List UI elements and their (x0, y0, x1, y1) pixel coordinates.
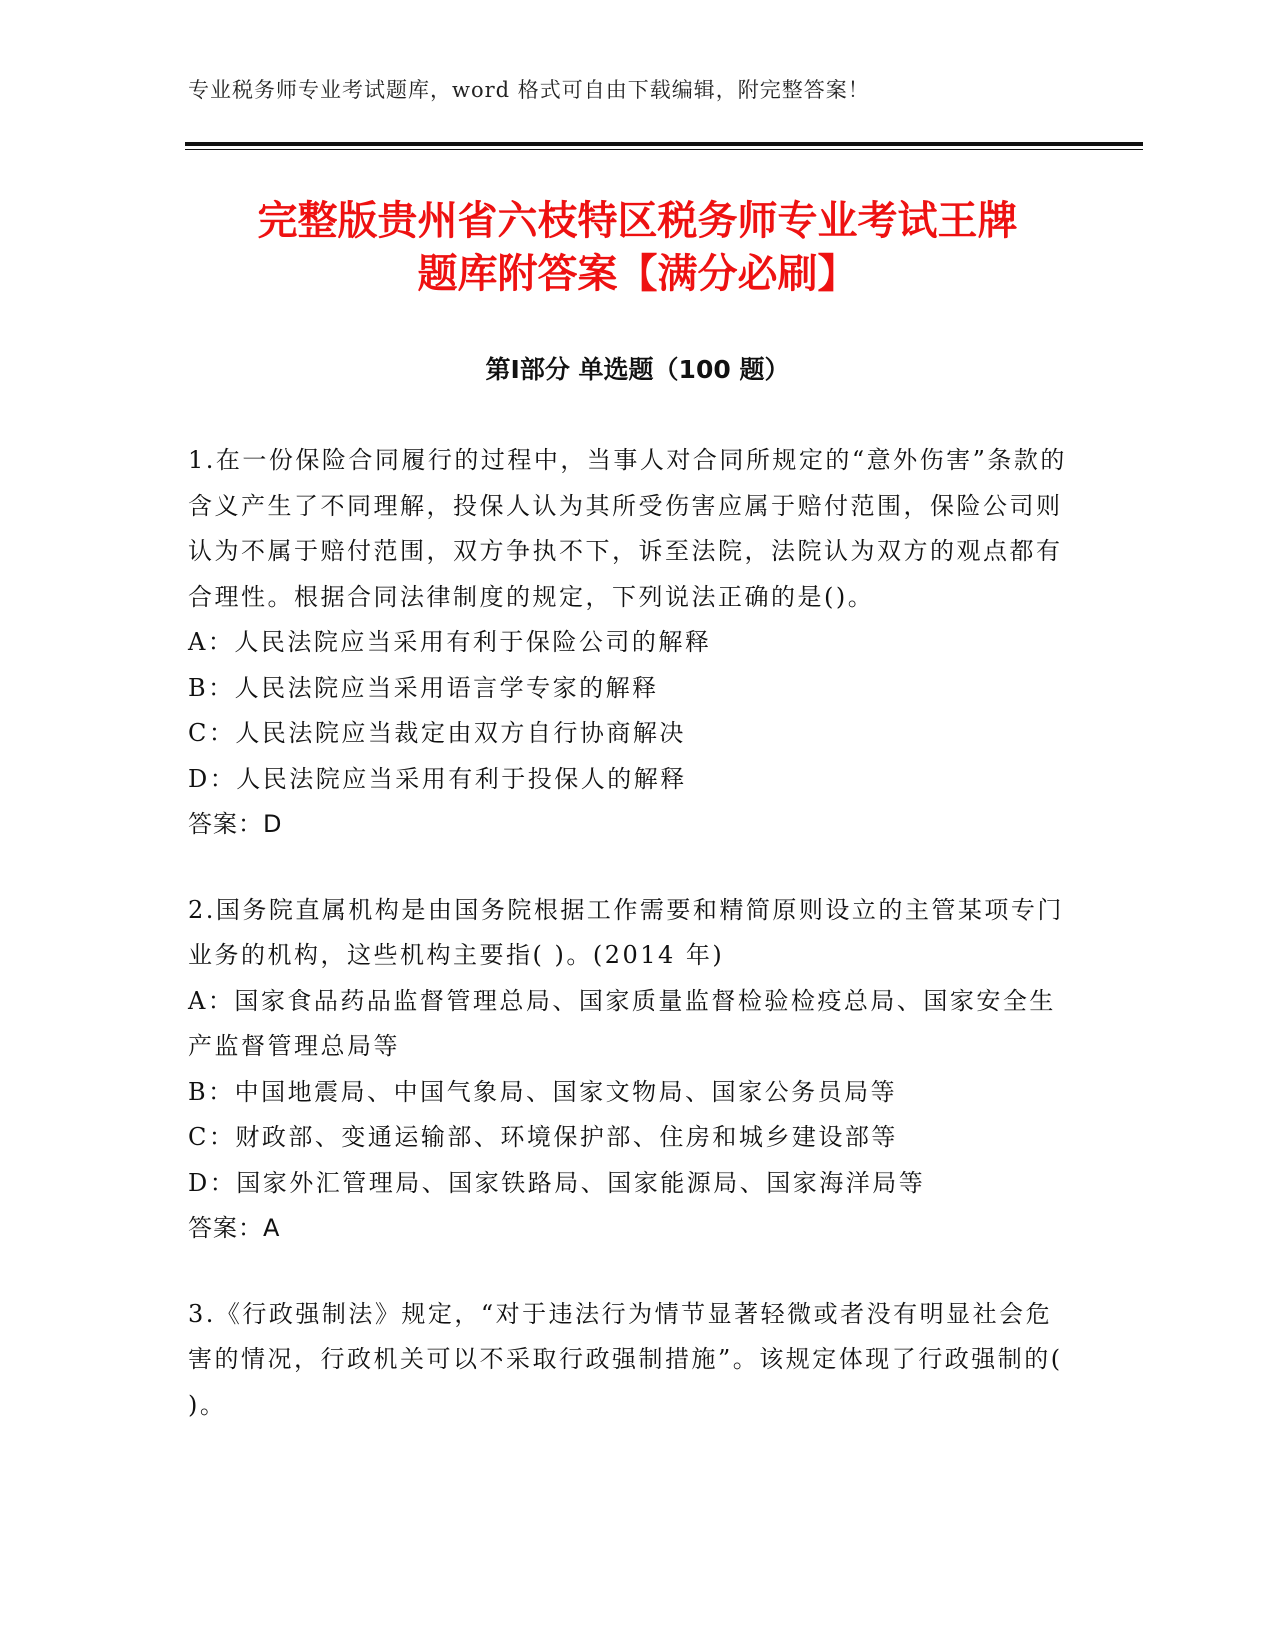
header-note: 专业税务师专业考试题库，word 格式可自由下载编辑，附完整答案！ (188, 78, 870, 102)
option-c: C：财政部、变通运输部、环境保护部、住房和城乡建设部等 (188, 1123, 898, 1151)
question-list (188, 438, 1068, 1468)
answer-line: 答案：D (188, 810, 283, 838)
question-1 (188, 438, 1068, 848)
option-d: D：国家外汇管理局、国家铁路局、国家能源局、国家海洋局等 (188, 1168, 926, 1197)
question-stem: 2.国务院直属机构是由国务院根据工作需要和精简原则设立的主管某项专门业务的机构，这些机构主要指( )。(2014 年) (188, 895, 1064, 969)
option-a: A：人民法院应当采用有利于保险公司的解释 (188, 628, 712, 656)
option-b: B：人民法院应当采用语言学专家的解释 (188, 673, 659, 702)
option-b: B：中国地震局、中国气象局、国家文物局、国家公务员局等 (188, 1077, 898, 1106)
section-title: 第Ⅰ部分 单选题（100 题） (485, 355, 790, 384)
header-rule-thin (185, 149, 1143, 150)
answer-line: 答案：A (188, 1214, 281, 1242)
question-2 (188, 888, 1068, 1252)
option-a: A：国家食品药品监督管理总局、国家质量监督检验检疫总局、国家安全生产监督管理总局等 (188, 986, 1056, 1060)
option-d: D：人民法院应当采用有利于投保人的解释 (188, 764, 687, 793)
document-title-line-2: 题库附答案【满分必刷】 (417, 251, 858, 297)
document-title-line-1: 完整版贵州省六枝特区税务师专业考试王牌 (257, 198, 1018, 244)
question-3 (188, 1292, 1068, 1429)
question-stem: 1.在一份保险合同履行的过程中，当事人对合同所规定的“意外伤害”条款的含义产生了不同理解，投保人认为其所受伤害应属于赔付范围，保险公司则认为不属于赔付范围，双方争执不下，诉至法院，法院认为双方的观点都有合理性。根据合同法律制度的规定，下列说法正确的是()。 (188, 446, 1067, 611)
document-title (150, 195, 1125, 301)
question-stem: 3.《行政强制法》规定，“对于违法行为情节显著轻微或者没有明显社会危害的情况，行政机关可以不采取行政强制措施”。该规定体现了行政强制的( )。 (188, 1299, 1063, 1419)
header-rule-thick (185, 142, 1143, 146)
option-c: C：人民法院应当裁定由双方自行协商解决 (188, 719, 686, 747)
